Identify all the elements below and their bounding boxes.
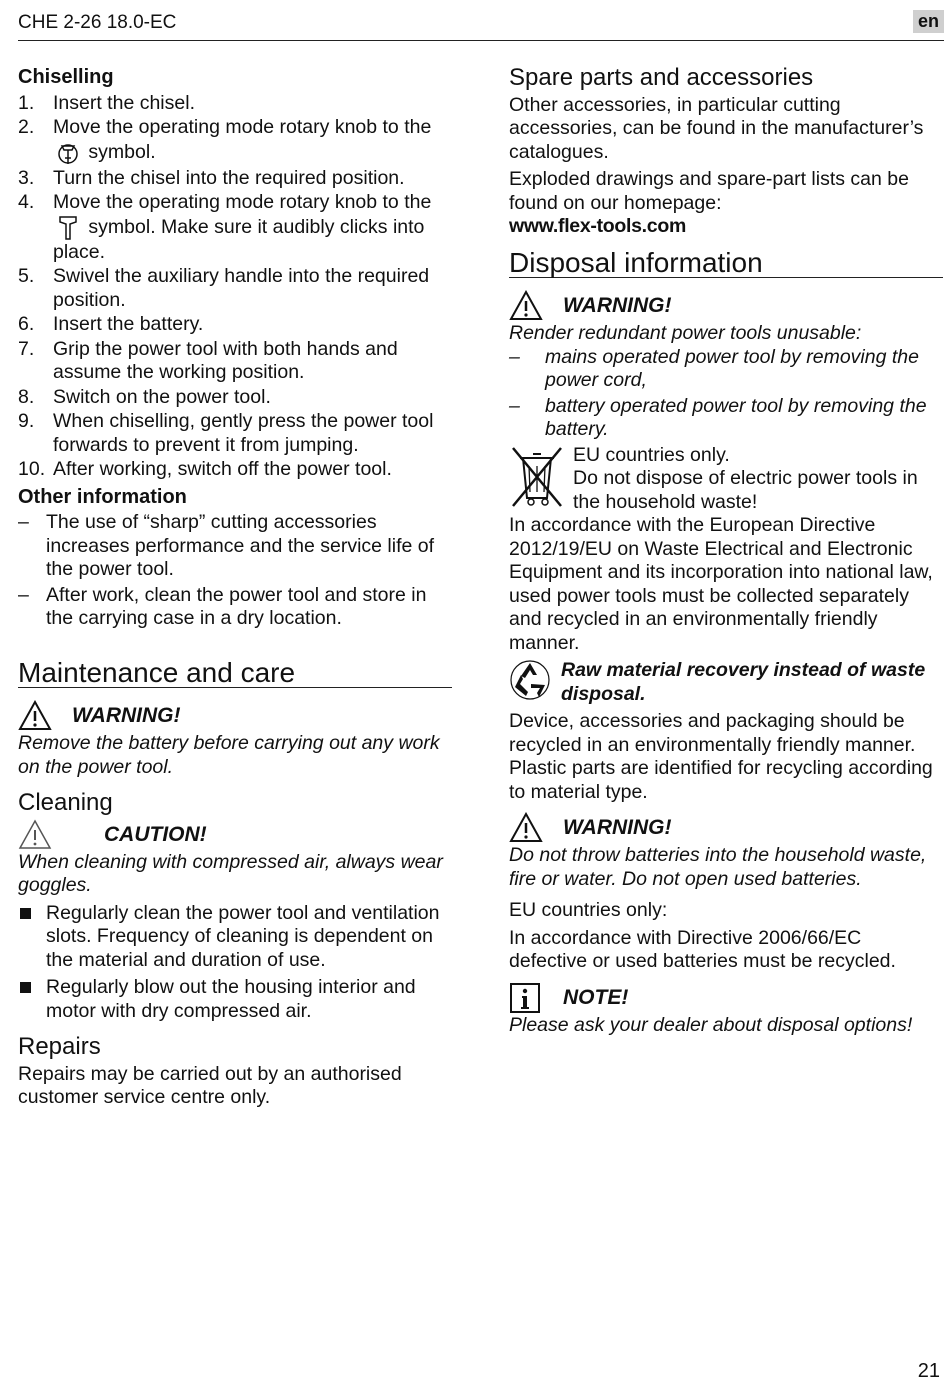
crossed-bin-icon: [509, 444, 565, 508]
warning-label: WARNING!: [563, 294, 672, 318]
directive-text: In accordance with the European Directive 2012/19/EU on Waste Electrical and Electronic Equipment and its incorporation into national law, used power tools must be collected separately and recycled in an environmentally friendly manner.: [509, 514, 933, 654]
warning-triangle-icon: [18, 700, 52, 732]
warning-triangle-icon: [509, 812, 543, 844]
spare-parts-text: Other accessories, in particular cutting accessories, can be found in the manufacturer’s catalogues.: [509, 93, 924, 163]
right-column: [509, 66, 943, 1037]
maintenance-heading: Maintenance and care: [18, 661, 452, 689]
chiselling-heading: Chiselling: [18, 66, 114, 88]
warning-text: Render redundant power tools unusable:: [509, 322, 862, 344]
step-2: 2. Move the operating mode rotary knob to the symbol.: [18, 116, 452, 166]
step-10: 10. After working, switch off the power tool.: [18, 458, 392, 480]
info-icon: [509, 982, 543, 1014]
list-item: – battery operated power tool by removing the battery.: [509, 394, 927, 440]
chiselling-steps: [18, 92, 452, 482]
left-column: [18, 66, 452, 1110]
warning-text: Remove the battery before carrying out any work on the power tool.: [18, 732, 440, 778]
repairs-heading: Repairs: [18, 1033, 101, 1060]
weee-line-2: Do not dispose of electric power tools in the household waste!: [573, 467, 918, 513]
step-3: 3. Turn the chisel into the required position.: [18, 166, 405, 189]
other-information-list: [18, 511, 452, 631]
disposal-note: [509, 982, 943, 1038]
eu-countries-text: EU countries only:: [509, 899, 668, 921]
hammer-chisel-mode-icon: [57, 140, 79, 166]
disposal-warning: [509, 290, 943, 346]
recovery-text: Device, accessories and packaging should be recycled in an environmentally friendly manner. Plastic parts are identified for recycling according to material type.: [509, 710, 933, 803]
repairs-text: Repairs may be carried out by an authorised customer service centre only.: [18, 1062, 402, 1108]
step-8: 8. Switch on the power tool.: [18, 385, 271, 408]
caution-text: When cleaning with compressed air, always wear goggles.: [18, 850, 443, 896]
weee-line-1: EU countries only.: [573, 443, 730, 466]
other-information-heading: Other information: [18, 485, 187, 508]
list-item: Regularly clean the power tool and ventilation slots. Frequency of cleaning is dependent on the material and duration of use.: [18, 902, 452, 973]
warning-triangle-icon: [509, 290, 543, 322]
list-item: – The use of “sharp” cutting accessories increases performance and the service life of the power tool.: [18, 511, 435, 580]
step-5: 5. Swivel the auxiliary handle into the required position.: [18, 265, 430, 311]
list-item: – mains operated power tool by removing the power cord,: [509, 345, 919, 391]
warning-text: Do not throw batteries into the household waste, fire or water. Do not open used batteries.: [509, 844, 927, 890]
note-label: NOTE!: [563, 985, 629, 1009]
maintenance-warning: [18, 700, 452, 779]
battery-directive-text: In accordance with Directive 2006/66/EC defective or used batteries must be recycled.: [509, 926, 896, 972]
cleaning-caution: [18, 819, 452, 898]
step-1: 1. Insert the chisel.: [18, 91, 195, 114]
recycling-icon: [509, 659, 551, 701]
disposal-warning-list: [509, 346, 943, 442]
language-badge: en: [913, 10, 944, 33]
recovery-notice: [509, 659, 943, 706]
page-number: 21: [917, 1360, 940, 1382]
cleaning-heading: Cleaning: [18, 789, 113, 816]
page-header: [18, 8, 944, 41]
warning-label: WARNING!: [72, 704, 181, 728]
bullet-square-icon: [20, 908, 31, 919]
step-6: 6. Insert the battery.: [18, 313, 204, 335]
step-9: 9. When chiselling, gently press the power tool forwards to prevent it from jumping.: [18, 410, 434, 456]
list-item: Regularly blow out the housing interior and motor with dry compressed air.: [18, 976, 452, 1023]
battery-warning: [509, 812, 943, 891]
chisel-lock-icon: [57, 215, 79, 241]
disposal-heading: Disposal information: [509, 251, 943, 279]
recovery-title: Raw material recovery instead of waste disposal.: [561, 659, 926, 705]
cleaning-list: [18, 902, 452, 1024]
caution-label: CAUTION!: [104, 822, 207, 846]
step-4: 4. Move the operating mode rotary knob to the symbol. Make sure it audibly clicks into place.: [18, 191, 432, 263]
caution-triangle-icon: [18, 819, 52, 851]
note-text: Please ask your dealer about disposal options!: [509, 1013, 913, 1036]
homepage-link[interactable]: www.flex-tools.com: [509, 215, 686, 237]
document-id: CHE 2-26 18.0-EC: [18, 12, 177, 33]
step-7: 7. Grip the power tool with both hands and assume the working position.: [18, 337, 398, 383]
exploded-drawings-text: Exploded drawings and spare-part lists can be found on our homepage:: [509, 168, 909, 214]
list-item: – After work, clean the power tool and store in the carrying case in a dry location.: [18, 583, 427, 629]
weee-notice: [509, 444, 943, 515]
spare-parts-heading: Spare parts and accessories: [509, 64, 814, 91]
bullet-square-icon: [20, 982, 31, 993]
warning-label: WARNING!: [563, 816, 672, 840]
